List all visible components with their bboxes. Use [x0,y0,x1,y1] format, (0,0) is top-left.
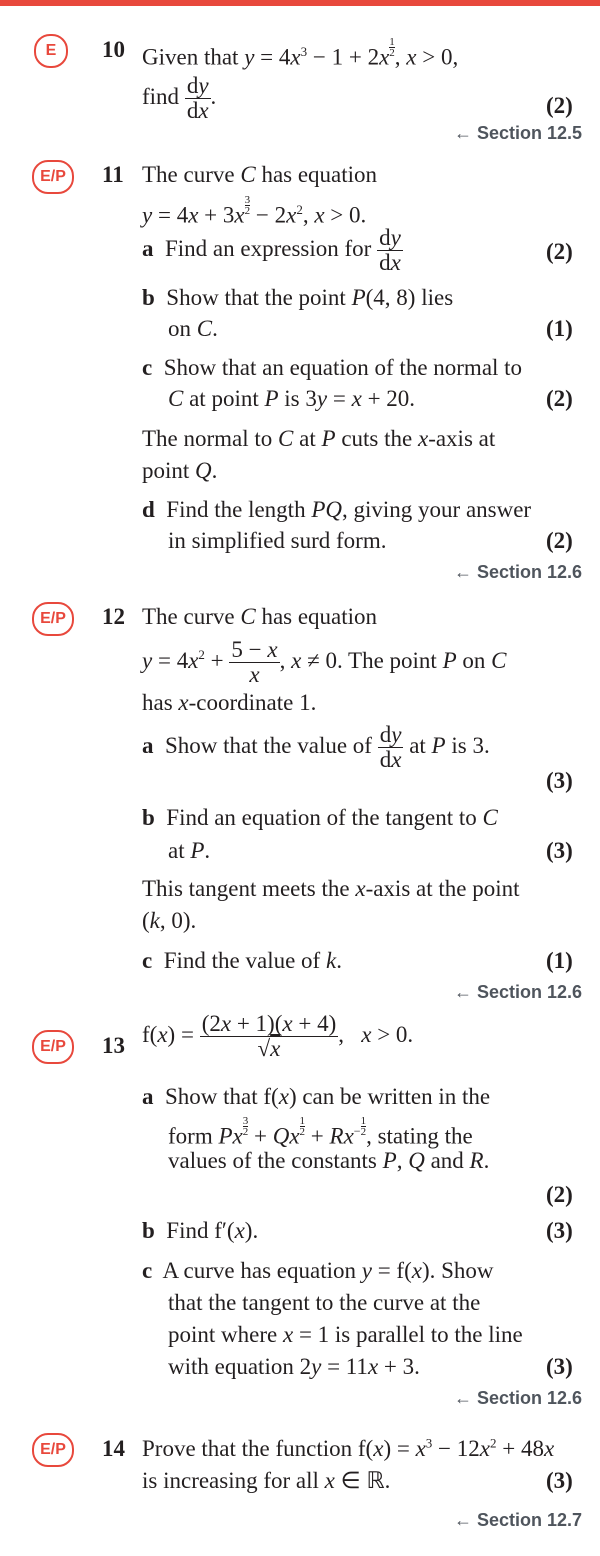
q12-equation: $y = 4x^2$ + $\frac{5 - x}{x}$ , x ≠ 0. The point P on C [142,637,507,687]
q11-stem: The curve C has equation [142,162,378,187]
q12-c-marks: (1) [546,948,573,973]
q14-marks: (3) [546,1468,573,1493]
q12-derivative: $\frac{dy}{dx}$ [379,722,402,772]
q11-part-d: d Find the length PQ, giving your answer [142,497,532,522]
question-number: 14 [102,1436,125,1461]
question-number: 12 [102,604,125,629]
question-number: 13 [102,1033,125,1058]
q11-part-c: c Show that an equation of the normal to [142,355,523,380]
q13-part-c-line2: that the tangent to the curve at the [168,1290,481,1315]
exam-problem-badge-icon: E/P [32,1433,74,1467]
q11-derivative: $\frac{dy}{dx}$ [379,225,401,275]
q13-function: f(x) = $\frac{(2x + 1)(x + 4)}{√x}$ , x > 0. [142,1011,414,1061]
q13-b-marks: (3) [546,1218,573,1243]
question-number: 11 [102,162,124,187]
q13-part-c-line3: point where x = 1 is parallel to the line [168,1322,523,1347]
q13-section-link[interactable]: ← Section 12.6 [453,1388,582,1408]
q11-part-b: b Show that the point P(4, 8) lies [142,285,454,310]
q13-part-a: a Show that f(x) can be written in the [142,1084,491,1109]
q12-interlude-line2: (k, 0). [142,908,197,933]
q11-d-marks: (2) [546,528,573,553]
q12-line3: has x-coordinate 1. [142,690,317,715]
question-number: 10 [102,37,125,62]
q10-marks: (2) [546,93,573,118]
q13-part-a-line2: form Px $\frac{3}{2}$ + Qx $\frac{1}{2}$ + Rx− $\frac{1}{2}$ , stating the [168,1115,473,1149]
q11-section-link[interactable]: ← Section 12.6 [453,562,582,582]
q11-c-marks: (2) [546,386,573,411]
q11-part-d-line2: in simplified surd form. [168,528,387,553]
q10-stem: Given that $y = 4x^3 - 1 + 2x$ $\frac{1}{2}$ , x > 0, [142,36,459,70]
q11-a-marks: (2) [546,239,573,264]
exam-problem-badge-icon: E/P [32,160,74,194]
q10-instruction: find $\frac{dy}{dx}$ . [142,73,217,123]
q13-c-marks: (3) [546,1354,573,1379]
q11-equation: y = 4x + 3x $\frac{3}{2}$ − $2x^2$, x > 0. [142,194,367,228]
q14-line2: is increasing for all x ∈ ℝ. [142,1468,391,1493]
q13-part-c: c A curve has equation y = f(x). Show [142,1258,494,1283]
q10-section-link[interactable]: ← Section 12.5 [453,123,582,143]
q12-part-b-line2: at P. [168,838,211,863]
q12-a-marks: (3) [546,768,573,793]
q11-part-c-line2: C at point P is 3y = x + 20. [168,386,416,411]
q13-part-b: b Find f′(x). [142,1218,259,1243]
top-accent-bar [0,0,600,6]
q11-interlude: The normal to C at P cuts the x-axis at [142,426,496,451]
exam-badge-icon: E [34,34,68,68]
q13-a-marks: (2) [546,1182,573,1207]
q11-part-a: a Find an expression for $\frac{dy}{dx}$ [142,225,401,275]
q12-b-marks: (3) [546,838,573,863]
q11-interlude-line2: point Q. [142,458,218,483]
q13-part-a-line3: values of the constants P, Q and R. [168,1148,490,1173]
q14-line1: Prove that the function $f(x) = x^3 - 12x^2 + 48x$ [142,1435,555,1461]
q12-section-link[interactable]: ← Section 12.6 [453,982,582,1002]
q12-stem: The curve C has equation [142,604,378,629]
q10-derivative: $\frac{dy}{dx}$ [186,73,209,123]
q11-part-b-line2: on C. [168,316,218,341]
q14-section-link[interactable]: ← Section 12.7 [453,1510,582,1530]
exam-problem-badge-icon: E/P [32,602,74,636]
q12-interlude: This tangent meets the x-axis at the point [142,876,520,901]
q11-b-marks: (1) [546,316,573,341]
q12-part-c: c Find the value of k. [142,948,342,973]
q13-part-c-line4: with equation 2y = 11x + 3. [168,1354,420,1379]
exam-problem-badge-icon: E/P [32,1030,74,1064]
q12-part-b: b Find an equation of the tangent to C [142,805,498,830]
q12-part-a: a Show that the value of $\frac{dy}{dx}$ at P is 3. [142,722,490,772]
